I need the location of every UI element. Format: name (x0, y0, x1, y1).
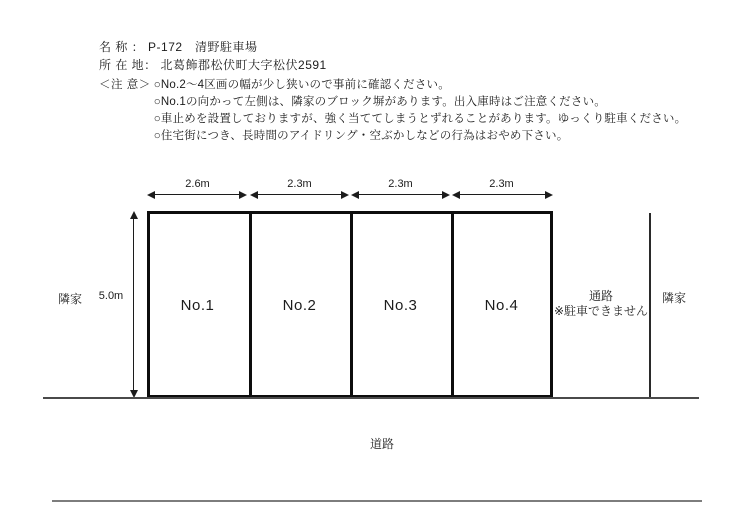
arrowhead-right-icon (545, 191, 553, 199)
notice-item: ○住宅街につき、長時間のアイドリング・空ぶかしなどの行為はおやめ下さい。 (153, 130, 569, 142)
dim-line (460, 194, 545, 195)
arrowhead-right-icon (341, 191, 349, 199)
notice-item: ○No.1の向かって左側は、隣家のブロック塀があります。出入庫時はご注意ください。 (153, 96, 606, 108)
width-dim-label-4: 2.3m (489, 178, 514, 190)
arrowhead-left-icon (147, 191, 155, 199)
arrowhead-right-icon (239, 191, 247, 199)
width-dim-arrow-4 (452, 190, 553, 199)
notice-item: ○車止めを設置しておりますが、強く当ててしまうとずれることがあります。ゆっくり駐車ください。 (153, 113, 687, 125)
lot-address-line (99, 56, 686, 74)
boundary-fence-line (649, 213, 651, 398)
lot-name-label: 名 称 ： (99, 40, 145, 54)
road-edge-line (43, 397, 699, 399)
width-dim-label-2: 2.3m (287, 178, 312, 190)
dim-line (359, 194, 442, 195)
height-dim-label: 5.0m (98, 290, 124, 302)
stall-label-no2: No.2 (282, 297, 317, 314)
width-dim-arrow-2 (250, 190, 349, 199)
document-header (99, 38, 686, 145)
lot-address-value: 北葛飾郡松伏町大字松伏2591 (160, 58, 327, 72)
aisle-no-parking-note: ※駐車できません (553, 304, 649, 318)
arrowhead-right-icon (442, 191, 450, 199)
width-dim-arrow-3 (351, 190, 450, 199)
notice-list (154, 77, 687, 145)
stall-label-no1: No.1 (180, 297, 215, 314)
dim-line (155, 194, 239, 195)
right-neighbor-label: 隣家 (661, 291, 686, 305)
lot-address-label: 所 在 地： (99, 58, 157, 72)
width-dim-arrow-1 (147, 190, 247, 199)
arrowhead-left-icon (452, 191, 460, 199)
aisle-label (552, 289, 650, 319)
dim-line (133, 219, 134, 390)
stall-label-no3: No.3 (383, 297, 418, 314)
width-dim-label-3: 2.3m (388, 178, 413, 190)
width-dim-label-1: 2.6m (185, 178, 210, 190)
height-dim-arrow (129, 211, 138, 398)
page-bottom-rule (52, 500, 702, 502)
left-neighbor-label: 隣家 (57, 292, 82, 306)
lot-name-value: P-172 清野駐車場 (148, 40, 258, 54)
aisle-title: 通路 (588, 289, 613, 303)
dim-line (258, 194, 341, 195)
lot-name-line (99, 38, 686, 56)
arrowhead-left-icon (351, 191, 359, 199)
notice-section-label: ＜注 意＞ (99, 79, 151, 91)
notice-item: ○No.2～4区画の幅が少し狭いので事前に確認ください。 (153, 79, 450, 91)
arrowhead-left-icon (250, 191, 258, 199)
road-label: 道路 (369, 437, 394, 451)
notice-section (99, 77, 686, 145)
stall-label-no4: No.4 (484, 297, 519, 314)
arrowhead-up-icon (130, 211, 138, 219)
